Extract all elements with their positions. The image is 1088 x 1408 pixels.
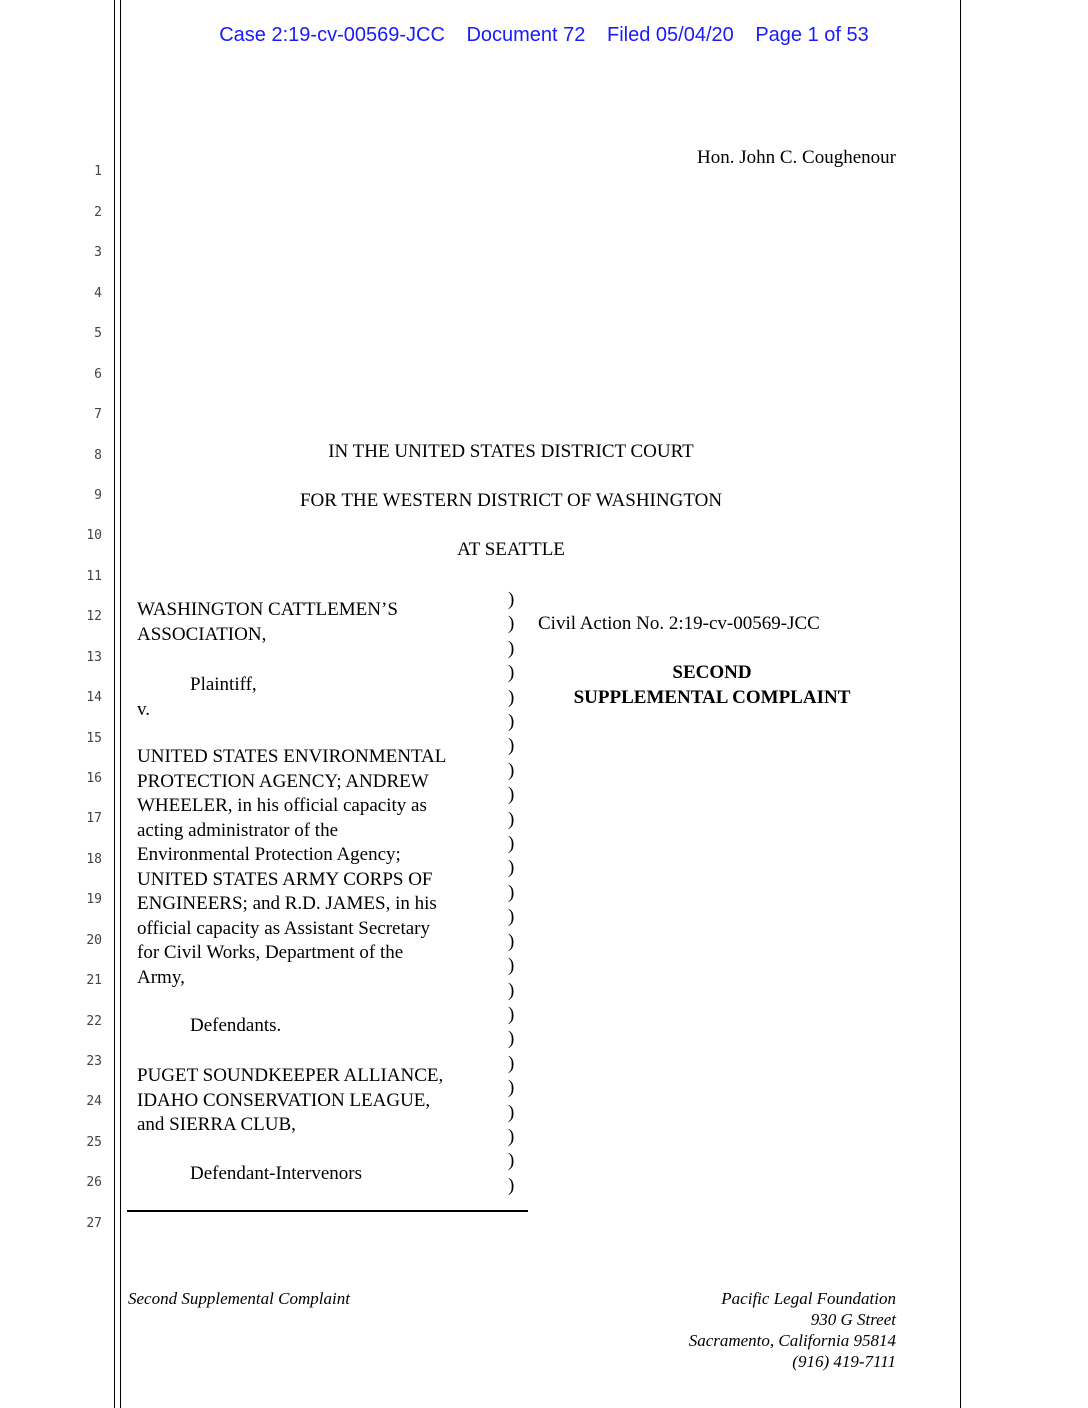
- line-number: 25: [86, 1135, 102, 1150]
- court-line-3: AT SEATTLE: [457, 539, 565, 560]
- line-number: 23: [86, 1054, 102, 1069]
- plaintiff-name-line: WASHINGTON CATTLEMEN’S: [137, 599, 398, 620]
- caption-parenthesis: ): [508, 1077, 515, 1099]
- court-line-2: FOR THE WESTERN DISTRICT OF WASHINGTON: [299, 490, 723, 511]
- line-number: 27: [86, 1216, 102, 1231]
- caption-parenthesis: ): [508, 979, 515, 1001]
- caption-parenthesis: ): [508, 613, 515, 635]
- caption-parenthesis: ): [508, 1028, 515, 1050]
- caption-parenthesis: ): [508, 637, 515, 659]
- caption-parenthesis: ): [508, 735, 515, 757]
- caption-parenthesis: ): [508, 589, 515, 610]
- defendant-line: acting administrator of the: [137, 820, 339, 841]
- defendant-line: UNITED STATES ENVIRONMENTAL: [137, 746, 447, 767]
- header-document: Document 72: [466, 24, 586, 46]
- defendant-line: PROTECTION AGENCY; ANDREW: [137, 771, 429, 792]
- left-margin-line-inner: [120, 0, 121, 1408]
- line-number: 20: [86, 933, 102, 948]
- line-number: 19: [86, 892, 102, 907]
- caption-parenthesis: ): [508, 930, 515, 952]
- header-page: Page 1 of 53: [755, 24, 869, 46]
- line-number: 10: [86, 528, 102, 543]
- caption-parenthesis: ): [508, 881, 515, 903]
- line-number: 17: [86, 811, 102, 826]
- caption-parenthesis: ): [508, 1052, 515, 1074]
- footer-city: Sacramento, California 95814: [688, 1331, 896, 1350]
- caption-parenthesis: ): [508, 1174, 515, 1196]
- caption-parenthesis: ): [508, 759, 515, 781]
- plaintiff-role: Plaintiff,: [190, 674, 257, 695]
- right-margin-line: [960, 0, 961, 1408]
- line-number: 16: [86, 771, 102, 786]
- footer-document-title: Second Supplemental Complaint: [128, 1289, 350, 1308]
- line-number: 26: [86, 1175, 102, 1190]
- line-number: 12: [86, 609, 102, 624]
- caption-parenthesis: ): [508, 711, 515, 733]
- caption-parenthesis-column: [508, 588, 522, 1198]
- defendant-line: official capacity as Assistant Secretary: [137, 918, 430, 939]
- intervenor-line: PUGET SOUNDKEEPER ALLIANCE,: [137, 1065, 444, 1086]
- ecf-header: [0, 24, 1088, 47]
- caption-parenthesis: ): [508, 808, 515, 830]
- footer-street: 930 G Street: [810, 1310, 896, 1329]
- line-number: 3: [94, 245, 102, 260]
- defendant-line: Army,: [137, 967, 185, 988]
- caption-parenthesis: ): [508, 1101, 515, 1123]
- plaintiff-name-line: ASSOCIATION,: [137, 624, 267, 645]
- intervenor-line: and SIERRA CLUB,: [137, 1114, 296, 1135]
- judge-name: Hon. John C. Coughenour: [697, 147, 896, 168]
- line-number: 22: [86, 1014, 102, 1029]
- left-margin-line-outer: [114, 0, 115, 1408]
- line-number: 8: [94, 448, 102, 463]
- caption-parenthesis: ): [508, 784, 515, 806]
- line-number: 24: [86, 1094, 102, 1109]
- line-number: 13: [86, 650, 102, 665]
- line-number: 2: [94, 205, 102, 220]
- line-number: 6: [94, 367, 102, 382]
- line-number: 4: [94, 286, 102, 301]
- caption-parenthesis: ): [508, 906, 515, 928]
- caption-parenthesis: ): [508, 955, 515, 977]
- caption-parenthesis: ): [508, 1150, 515, 1172]
- defendant-line: ENGINEERS; and R.D. JAMES, in his: [137, 893, 437, 914]
- court-line-1: IN THE UNITED STATES DISTRICT COURT: [328, 441, 694, 462]
- defendant-role: Defendants.: [190, 1015, 282, 1036]
- document-title-line-2: SUPPLEMENTAL COMPLAINT: [573, 687, 851, 708]
- line-number: 9: [94, 488, 102, 503]
- footer-firm-block: [689, 1288, 896, 1372]
- versus: v.: [137, 699, 151, 720]
- line-number: 14: [86, 690, 102, 705]
- caption-rule: [127, 1210, 528, 1212]
- line-number: 5: [94, 326, 102, 341]
- caption-parenthesis: ): [508, 857, 515, 879]
- line-number: 1: [94, 164, 102, 179]
- line-number: 18: [86, 852, 102, 867]
- document-title-line-1: SECOND: [672, 662, 752, 683]
- footer-firm-name: Pacific Legal Foundation: [721, 1289, 896, 1308]
- caption-parenthesis: ): [508, 1003, 515, 1025]
- intervenor-line: IDAHO CONSERVATION LEAGUE,: [137, 1090, 431, 1111]
- footer-phone: (916) 419-7111: [792, 1352, 896, 1371]
- line-number: 7: [94, 407, 102, 422]
- caption-parenthesis: ): [508, 833, 515, 855]
- caption-parenthesis: ): [508, 662, 515, 684]
- header-case: Case 2:19-cv-00569-JCC: [219, 24, 445, 46]
- intervenor-role: Defendant-Intervenors: [190, 1163, 362, 1184]
- line-number: 15: [86, 731, 102, 746]
- civil-action-number: Civil Action No. 2:19-cv-00569-JCC: [538, 613, 820, 634]
- defendant-line: UNITED STATES ARMY CORPS OF: [137, 869, 433, 890]
- line-number: 21: [86, 973, 102, 988]
- defendant-line: WHEELER, in his official capacity as: [137, 795, 427, 816]
- caption-parenthesis: ): [508, 1125, 515, 1147]
- line-number: 11: [86, 569, 102, 584]
- defendant-line: Environmental Protection Agency;: [137, 844, 401, 865]
- caption-parenthesis: ): [508, 686, 515, 708]
- defendant-line: for Civil Works, Department of the: [137, 942, 404, 963]
- header-filed: Filed 05/04/20: [606, 24, 734, 46]
